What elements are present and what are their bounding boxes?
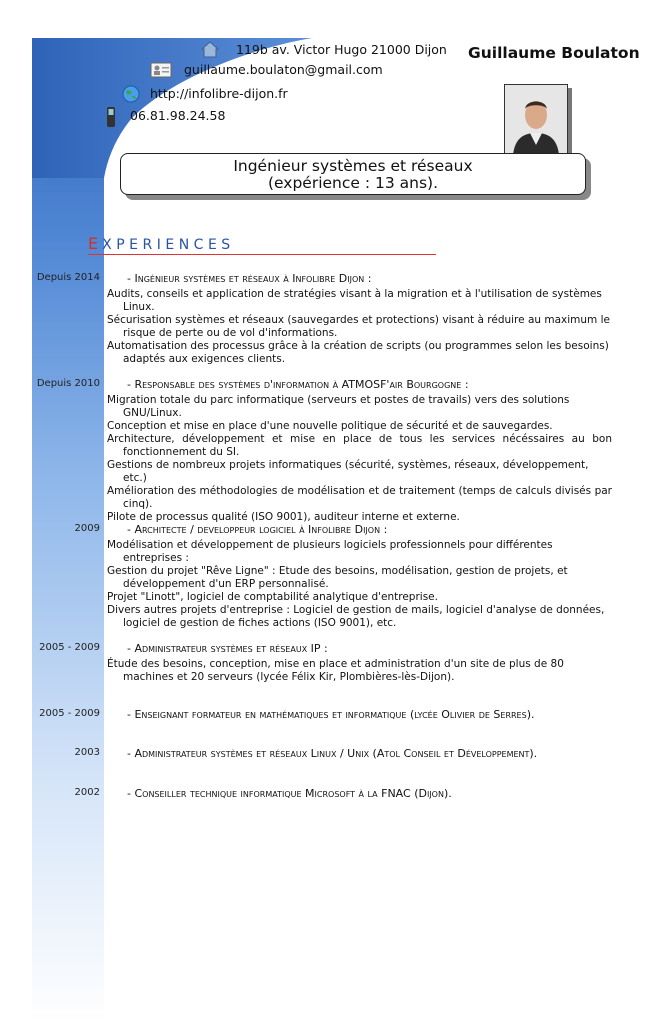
job-line: Audits, conseils et application de stratégies visant à la migration et à l'utilisation de systèmes Linux. — [107, 288, 602, 313]
experiences-heading — [88, 234, 436, 255]
phone-text: 06.81.98.24.58 — [130, 108, 226, 123]
job-entry — [107, 272, 612, 366]
job-date: 2005 - 2009 — [39, 642, 100, 653]
job-line: Architecture, développement et mise en place de tous les services nécéssaires au bon fonctionnement du SI. — [107, 433, 612, 458]
house-icon — [200, 40, 220, 61]
globe-icon — [122, 85, 140, 106]
job-entry — [107, 378, 612, 524]
job-entry — [107, 642, 612, 684]
job-entry — [107, 787, 612, 803]
contact-email-row — [150, 62, 383, 77]
job-line: Divers autres projets d'entreprise : Logiciel de gestion de mails, logiciel d'analyse de données, logiciel de gestion de fiches actions (ISO 9001), etc. — [107, 604, 605, 629]
job-line: Pilote de processus qualité (ISO 9001), auditeur interne et externe. — [107, 511, 460, 523]
job-line: Conception et mise en place d'une nouvelle politique de sécurité et de sauvegardes. — [107, 420, 553, 432]
job-date: 2003 — [74, 747, 100, 758]
job-date: 2009 — [74, 523, 100, 534]
website-link[interactable]: http://infolibre-dijon.fr — [150, 86, 288, 101]
job-date: 2002 — [74, 787, 100, 798]
job-entry — [107, 708, 612, 724]
job-line: Migration totale du parc informatique (serveurs et postes de travails) vers des solutions GNU/Linux. — [107, 394, 570, 419]
job-date: Depuis 2014 — [36, 272, 100, 283]
job-title: - Responsable des systèmes d'information à ATMOSF'air Bourgogne : — [127, 378, 469, 391]
headline-box — [120, 153, 586, 195]
section-title: XPERIENCES — [102, 237, 235, 253]
job-line: Étude des besoins, conception, mise en place et administration d'un site de plus de 80 machines et 20 serveurs (lycée Félix Kir, Plombières-lès-Dijon). — [107, 658, 564, 683]
candidate-name: Guillaume Boulaton — [468, 44, 640, 62]
job-line: Amélioration des méthodologies de modélisation et de traitement (temps de calculs divisés par cinq). — [107, 485, 612, 510]
job-title: - Administrateur systèmes et réseaux Linux / Unix (Atol Conseil et Développement). — [127, 747, 538, 760]
job-title: - Administrateur systèmes et réseaux IP : — [127, 642, 328, 655]
email-link[interactable]: guillaume.boulaton@gmail.com — [184, 62, 383, 77]
job-entry — [107, 747, 612, 763]
section-initial: E — [88, 234, 103, 253]
headline-experience: (expérience : 13 ans). — [267, 174, 439, 192]
headline-title: Ingénieur systèmes et réseaux — [233, 157, 473, 175]
contact-website-row — [122, 86, 288, 101]
contact-address-row — [200, 42, 447, 57]
mobile-phone-icon — [106, 106, 116, 131]
job-title: - Ingénieur systèmes et réseaux à Infolibre Dijon : — [127, 272, 372, 285]
job-title: - Enseignant formateur en mathématiques et informatique (lycée Olivier de Serres). — [127, 708, 535, 721]
job-date: Depuis 2010 — [36, 378, 100, 389]
portrait-photo — [504, 84, 568, 156]
job-line: Projet "Linott", logiciel de comptabilité analytique d'entreprise. — [107, 591, 438, 603]
contact-phone-row — [104, 108, 225, 123]
job-title: - Conseiller technique informatique Microsoft à la FNAC (Dijon). — [127, 787, 452, 800]
job-line: Automatisation des processus grâce à la création de scripts (ou programmes selon les besoins) adaptés aux exigences clients. — [107, 340, 609, 365]
contact-card-icon — [150, 62, 172, 81]
job-line: Gestions de nombreux projets informatiques (sécurité, systèmes, réseaux, développement, etc.) — [107, 459, 589, 484]
address-text: 119b av. Victor Hugo 21000 Dijon — [236, 42, 447, 57]
job-line: Gestion du projet "Rêve Ligne" : Etude des besoins, modélisation, gestion de projets, et développement d'un ERP personnalisé. — [107, 565, 568, 590]
job-date: 2005 - 2009 — [39, 708, 100, 719]
job-line: Sécurisation systèmes et réseaux (sauvegardes et protections) visant à réduire au maximum le risque de perte ou de vol d'informations. — [107, 314, 610, 339]
job-title: - Architecte / developpeur logiciel à Infolibre Dijon : — [127, 523, 388, 536]
job-line: Modélisation et développement de plusieurs logiciels professionnels pour différentes entreprises : — [107, 539, 553, 564]
job-entry — [107, 523, 612, 630]
